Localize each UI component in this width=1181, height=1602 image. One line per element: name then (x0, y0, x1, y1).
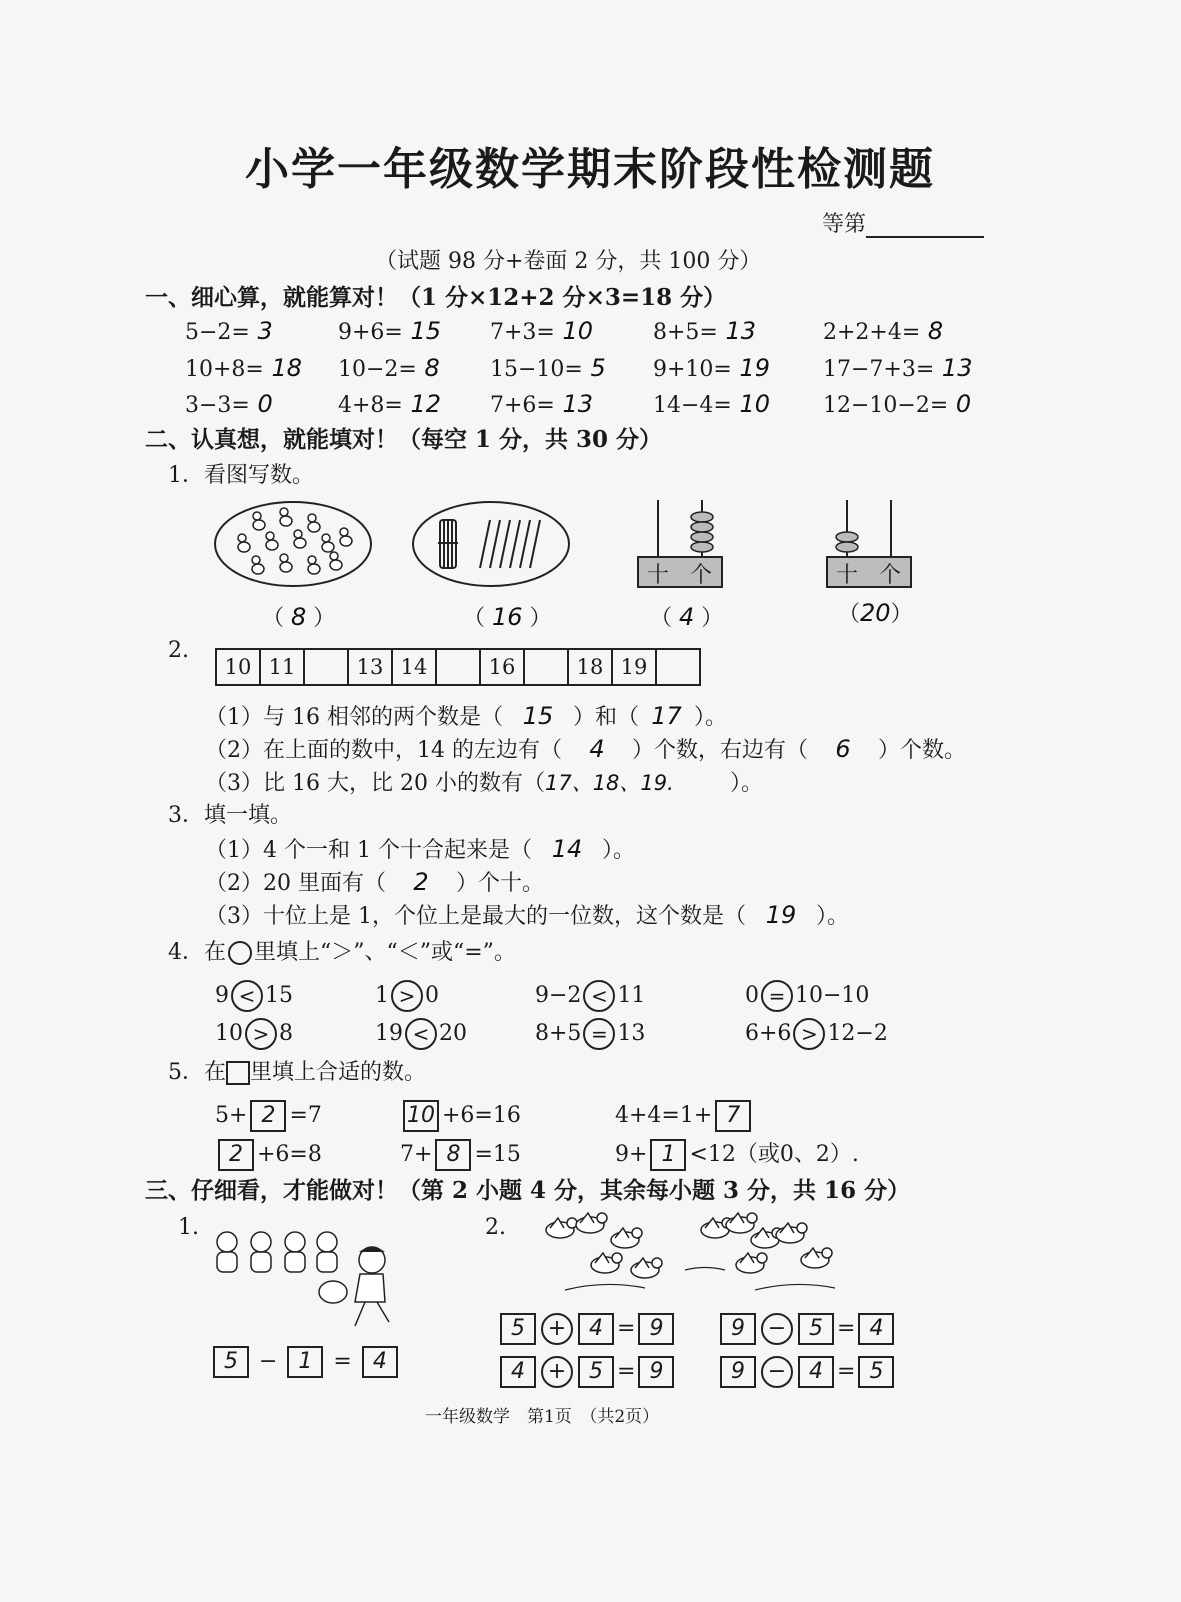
calc-item (823, 355, 972, 383)
calc-question: 7+6= (490, 393, 555, 418)
q5-label: 5．在 里填上合适的数。 (168, 1060, 427, 1085)
q3-item-1: （1）4 个一和 1 个十合起来是（ 14 ）。 (205, 835, 635, 863)
compare-right: 12−2 (827, 1021, 888, 1046)
duck-icon (280, 508, 292, 526)
circle-icon (228, 941, 252, 965)
grade-label: 等第 (822, 212, 867, 237)
q1-answer-1[interactable]: （ 8 ） (262, 603, 336, 631)
equals-sign: = (326, 1349, 359, 1374)
compare-item (375, 1018, 467, 1050)
sequence-cell: 11 (261, 650, 305, 684)
calc-answer[interactable]: 13 (717, 317, 757, 345)
bird-icon (631, 1258, 662, 1278)
compare-sign[interactable]: < (583, 980, 615, 1012)
calc-question: 3−3= (185, 393, 250, 418)
equation-row (717, 1313, 897, 1345)
sequence-cell[interactable] (305, 650, 349, 684)
number-box[interactable]: 1 (287, 1346, 323, 1378)
equals-sign: = (837, 1359, 856, 1384)
s3-q1-equation (210, 1346, 401, 1378)
fill-box[interactable]: 1 (650, 1139, 686, 1171)
fill-box[interactable]: 2 (218, 1139, 254, 1171)
calc-question: 8+5= (653, 320, 718, 345)
number-box[interactable]: 4 (578, 1313, 614, 1345)
equals-sign: = (837, 1316, 856, 1341)
bird-icon (801, 1248, 832, 1268)
operator-box[interactable]: − (761, 1356, 793, 1388)
sequence-cell: 19 (613, 650, 657, 684)
calc-item (490, 391, 593, 419)
calc-answer[interactable]: 8 (416, 354, 440, 382)
calc-answer[interactable]: 19 (731, 354, 771, 382)
compare-item (215, 980, 293, 1012)
number-box[interactable]: 4 (798, 1356, 834, 1388)
duck-icon (266, 532, 278, 550)
grade-field[interactable] (822, 212, 984, 238)
compare-left: 10 (215, 1021, 243, 1046)
calc-item (823, 318, 943, 346)
number-box[interactable]: 5 (213, 1346, 249, 1378)
calc-answer[interactable]: 10 (554, 317, 594, 345)
calc-question: 10+8= (185, 357, 264, 382)
section1-heading: 一、细心算，就能算对！（1 分×12+2 分×3=18 分） (145, 284, 727, 311)
number-sequence (215, 648, 701, 686)
sticks-picture (410, 498, 572, 590)
section3-heading: 三、仔细看，才能做对！（第 2 小题 4 分，其余每小题 3 分，共 16 分） (145, 1177, 911, 1204)
duck-icon (330, 552, 342, 570)
compare-item (535, 1018, 645, 1050)
q2-label: 2. (168, 638, 189, 663)
compare-sign[interactable]: > (391, 980, 423, 1012)
duck-icon (308, 556, 320, 574)
sequence-cell: 13 (349, 650, 393, 684)
calc-answer[interactable]: 8 (920, 317, 944, 345)
sequence-cell: 18 (569, 650, 613, 684)
calc-question: 17−7+3= (823, 357, 935, 382)
fill-item (400, 1100, 521, 1132)
calc-answer[interactable]: 13 (554, 390, 594, 418)
compare-sign[interactable]: = (583, 1018, 615, 1050)
number-box[interactable]: 9 (720, 1356, 756, 1388)
fill-box[interactable]: 2 (250, 1100, 286, 1132)
s3-q1-label: 1. (178, 1215, 199, 1240)
fill-item (615, 1100, 754, 1132)
section2-heading: 二、认真想，就能填对！（每空 1 分，共 30 分） (145, 426, 663, 453)
duck-icon (238, 534, 250, 552)
duck-icon (322, 534, 334, 552)
s3-q2-label: 2. (485, 1215, 506, 1240)
children-picture (205, 1222, 400, 1332)
calc-answer[interactable]: 13 (934, 354, 973, 382)
calc-item (653, 391, 770, 419)
operator-box[interactable]: + (541, 1313, 573, 1345)
calc-question: 14−4= (653, 393, 732, 418)
q2-item-2: （2）在上面的数中，14 的左边有（ 4 ）个数，右边有（ 6 ）个数。 (205, 735, 967, 763)
number-box[interactable]: 5 (858, 1356, 894, 1388)
fill-box[interactable]: 7 (715, 1100, 751, 1132)
calc-item (185, 391, 273, 419)
page-footer: 一年级数学 第1页 （共2页） (425, 1407, 660, 1427)
q3-item-3: （3）十位上是 1，个位上是最大的一位数，这个数是（ 19 ）。 (205, 901, 850, 929)
fill-post: +6=8 (257, 1142, 322, 1167)
bird-icon (736, 1253, 767, 1273)
calc-question: 15−10= (490, 357, 583, 382)
compare-left: 9−2 (535, 983, 582, 1008)
number-box[interactable]: 4 (500, 1356, 536, 1388)
calc-question: 5−2= (185, 320, 250, 345)
compare-left: 8+5 (535, 1021, 582, 1046)
compare-left: 6+6 (745, 1021, 792, 1046)
number-box[interactable]: 4 (362, 1346, 398, 1378)
number-box[interactable]: 9 (638, 1313, 674, 1345)
q1-answer-4[interactable]: （20） (838, 599, 913, 627)
calc-question: 10−2= (338, 357, 417, 382)
duck-icon (253, 512, 265, 530)
compare-left: 19 (375, 1021, 403, 1046)
fill-post: +6=16 (442, 1103, 521, 1128)
number-box[interactable]: 9 (638, 1356, 674, 1388)
compare-right: 15 (265, 983, 293, 1008)
bird-icon (546, 1218, 577, 1238)
calc-item (653, 318, 756, 346)
fill-item (215, 1139, 322, 1171)
duck-icon (308, 514, 320, 532)
birds-picture (545, 1210, 845, 1300)
fill-item (615, 1139, 859, 1171)
number-box[interactable]: 5 (500, 1313, 536, 1345)
q1-answer-2[interactable]: （ 16 ） (463, 603, 552, 631)
fill-box[interactable]: 10 (403, 1100, 439, 1132)
compare-left: 9 (215, 983, 229, 1008)
fill-box[interactable]: 8 (435, 1139, 471, 1171)
compare-right: 10−10 (795, 983, 870, 1008)
compare-left: 1 (375, 983, 389, 1008)
equals-sign: = (617, 1359, 636, 1384)
duck-icon (340, 528, 352, 546)
compare-right: 11 (617, 983, 646, 1008)
sequence-cell: 14 (393, 650, 437, 684)
bird-icon (576, 1213, 607, 1233)
compare-item (215, 1018, 293, 1050)
fill-post: <12（或0、2）. (689, 1142, 859, 1167)
calc-item (490, 318, 593, 346)
abacus1-tens-label: 十 (647, 563, 670, 588)
equation-row (717, 1356, 897, 1388)
compare-right: 20 (439, 1021, 467, 1046)
compare-right: 0 (425, 983, 439, 1008)
compare-item (745, 1018, 888, 1050)
bird-icon (776, 1223, 807, 1243)
number-box[interactable]: 5 (798, 1313, 834, 1345)
calc-answer[interactable]: 5 (582, 354, 606, 382)
calc-item (490, 355, 606, 383)
sequence-cell[interactable] (525, 650, 569, 684)
q1-answer-3[interactable]: （ 4 ） (650, 603, 724, 631)
fill-post: =15 (474, 1142, 521, 1167)
duck-icon (252, 556, 264, 574)
operator-box[interactable]: − (761, 1313, 793, 1345)
calc-question: 9+10= (653, 357, 732, 382)
compare-left: 0 (745, 983, 759, 1008)
bird-icon (611, 1228, 642, 1248)
sequence-cell: 16 (481, 650, 525, 684)
q2-item-1: （1）与 16 相邻的两个数是（ 15 ）和（ 17 ）。 (205, 702, 728, 730)
fill-pre: 5+ (215, 1103, 248, 1128)
fill-post: =7 (289, 1103, 322, 1128)
number-box[interactable]: 4 (858, 1313, 894, 1345)
calc-item (338, 391, 441, 419)
compare-sign[interactable]: > (793, 1018, 825, 1050)
q3-item-2: （2）20 里面有（ 2 ）个十。 (205, 868, 545, 896)
page-title: 小学一年级数学期末阶段性检测题 (245, 144, 935, 195)
bird-icon (726, 1213, 757, 1233)
duck-icon (294, 530, 306, 548)
fill-item (400, 1139, 521, 1171)
fill-pre: 4+4=1+ (615, 1103, 713, 1128)
calc-answer[interactable]: 3 (249, 317, 273, 345)
calc-answer[interactable]: 10 (731, 390, 771, 418)
calc-question: 4+8= (338, 393, 403, 418)
compare-item (375, 980, 439, 1012)
compare-item (745, 980, 869, 1012)
ducks-picture (212, 498, 374, 590)
compare-right: 8 (279, 1021, 293, 1046)
abacus2-tens-label: 十 (836, 563, 859, 588)
calc-question: 7+3= (490, 320, 555, 345)
calc-item (653, 355, 770, 383)
calc-question: 12−10−2= (823, 393, 949, 418)
abacus1-ones-label: 个 (690, 563, 713, 588)
equals-sign: = (617, 1316, 636, 1341)
calc-answer[interactable]: 18 (263, 354, 303, 382)
bird-icon (591, 1253, 622, 1273)
compare-sign[interactable]: < (405, 1018, 437, 1050)
fill-item (215, 1100, 322, 1132)
calc-item (185, 355, 302, 383)
calc-question: 9+6= (338, 320, 403, 345)
score-subtitle: （试题 98 分+卷面 2 分，共 100 分） (375, 249, 762, 274)
calc-answer[interactable]: 15 (402, 317, 442, 345)
compare-sign[interactable]: = (761, 980, 793, 1012)
equation-row (497, 1313, 677, 1345)
q1-label: 1．看图写数。 (168, 463, 314, 488)
fill-pre: 7+ (400, 1142, 433, 1167)
calc-item (338, 318, 441, 346)
number-box[interactable]: 5 (578, 1356, 614, 1388)
calc-item (823, 391, 971, 419)
grade-blank[interactable] (866, 214, 984, 238)
abacus2-ones-label: 个 (879, 563, 902, 588)
number-box[interactable]: 9 (720, 1313, 756, 1345)
sequence-cell[interactable] (657, 650, 699, 684)
fill-pre: 9+ (615, 1142, 648, 1167)
q3-label: 3．填一填。 (168, 803, 292, 828)
calc-item (338, 355, 440, 383)
minus-sign: − (252, 1349, 285, 1374)
calc-question: 2+2+4= (823, 320, 921, 345)
q2-item-3: （3）比 16 大，比 20 小的数有（17、18、19. ）。 (205, 771, 763, 796)
calc-answer[interactable]: 0 (948, 390, 972, 418)
q4-label: 4．在 里填上“＞”、“＜”或“=”。 (168, 940, 516, 965)
compare-right: 13 (617, 1021, 646, 1046)
operator-box[interactable]: + (541, 1356, 573, 1388)
calc-answer[interactable]: 0 (249, 390, 273, 418)
sequence-cell[interactable] (437, 650, 481, 684)
compare-sign[interactable]: > (245, 1018, 277, 1050)
square-icon (226, 1061, 250, 1085)
compare-item (535, 980, 645, 1012)
calc-answer[interactable]: 12 (402, 390, 442, 418)
calc-item (185, 318, 273, 346)
compare-sign[interactable]: < (231, 980, 263, 1012)
equation-row (497, 1356, 677, 1388)
sequence-cell: 10 (217, 650, 261, 684)
duck-icon (280, 554, 292, 572)
